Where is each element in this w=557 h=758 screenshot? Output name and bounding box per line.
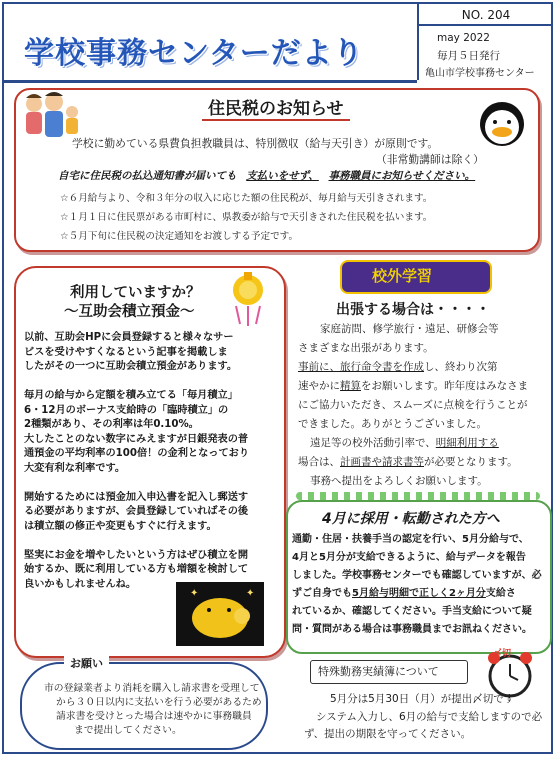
trip-line-1: 家庭訪問、修学旅行・遠足、研修会等	[320, 323, 499, 335]
duck-mascot-icon	[478, 100, 526, 148]
savings-line: 始するか、既に利用している方も増額を検討して	[24, 564, 249, 575]
hire-line-2: 4月と5月分が支給できるように、給与データを報告	[292, 552, 526, 563]
hire-line-6: 問・質問がある場合は事務職員までお訊ねください。	[292, 624, 532, 635]
money-bag-icon	[228, 268, 268, 328]
piggy-bank-icon	[176, 582, 264, 646]
duty-line-2: システム入力し、6月の給与で支給しますので必	[316, 711, 543, 723]
tax-line-3b: 支払いをせず、	[246, 170, 319, 182]
savings-heading-2: ～互助会積立預金～	[64, 304, 195, 320]
savings-line: る必要がありますが、会員登録していればその後	[24, 506, 249, 517]
tax-line-1: 学校に勤めている県費負担教職員は、特別徴収（給与天引き）が原則です。	[72, 137, 439, 150]
hire-line-4a: ずご自身でも	[292, 588, 352, 599]
trip-line-5: にご協力いただき、スムーズに点検を行うことが	[298, 399, 528, 411]
svg-text:✦: ✦	[246, 588, 255, 599]
tax-bullet-3: ☆５月下旬に住民税の決定通知をお渡しする予定です。	[60, 231, 299, 242]
notice-line-1: 市の登録業者より消耗を購入し請求書を受理して	[44, 683, 260, 694]
savings-line: 堅実にお金を増やしたいという方はぜひ積立を開	[24, 549, 249, 561]
trip-line-8c: が必要となります。	[424, 456, 518, 468]
field-trip-badge-label: 校外学習	[372, 267, 433, 285]
issue-date: may 2022	[437, 32, 490, 44]
duty-heading: 特殊勤務実績簿について	[318, 665, 439, 678]
trip-line-4a: 速やかに	[298, 380, 340, 392]
notice-line-3: 請求書を受けとった場合は速やかに事務職員	[56, 711, 252, 722]
trip-line-7	[310, 436, 499, 452]
trip-line-8	[298, 455, 518, 471]
trip-line-9: 事務へ提出をよろしくお願いします。	[310, 475, 488, 487]
clover-divider	[296, 492, 540, 500]
issue-frequency: 毎月５日発行	[437, 50, 500, 62]
trip-line-4	[298, 379, 528, 395]
trip-line-2: さまざまな出張があります。	[298, 342, 434, 354]
trip-line-6: できました。ありがとうございました。	[298, 418, 487, 430]
hire-heading: 4月に採用・転勤された方へ	[322, 511, 500, 527]
hire-line-1: 通勤・住居・扶養手当の認定を行い、5月分給与で、	[292, 534, 529, 545]
tax-line-3c: 事務職員にお知らせください。	[328, 170, 476, 182]
tax-line-3a: 自宅に住民税の払込通知書が届いても	[58, 170, 237, 182]
trip-line-8b: 計画書や請求書等	[340, 456, 424, 468]
savings-line: は積立額の修正や変更もすぐに行えます。	[24, 520, 217, 532]
issue-number: NO. 204	[419, 6, 553, 26]
hire-line-3: しました。学校事務センターでも確認していますが、必	[292, 570, 542, 581]
duty-line-1: 5月分は5月30日（月）が提出〆切です	[330, 693, 515, 705]
hire-line-4c: 支給さ	[485, 588, 516, 599]
savings-heading-1: 利用していますか？	[70, 285, 201, 301]
trip-line-3a: 事前に、旅行命令書を作成	[298, 361, 424, 373]
tax-bullet-1: ☆６月給与より、令和３年分の収入に応じた額の住民税が、毎月給与天引きされます。	[60, 193, 433, 204]
savings-line: 大したことのない数字にみえますが日銀発表の普	[24, 433, 249, 445]
savings-line: 通預金の平均利率の100倍！の金利となっており	[24, 448, 250, 459]
savings-line: 開始するためには預金加入申込書を記入し郵送す	[24, 491, 249, 503]
savings-line: 2種類があり、その利率は年0.10%。	[24, 419, 199, 430]
svg-text:✦: ✦	[190, 588, 199, 599]
hire-line-4	[292, 586, 516, 602]
issue-box	[417, 4, 555, 80]
notice-heading: お願い	[64, 655, 109, 671]
trip-line-3	[298, 360, 498, 376]
savings-line: 6・12月のボーナス支給時の「臨時積立」の	[24, 404, 229, 416]
deadline-label: 〆切	[493, 649, 512, 659]
tax-line-3	[58, 169, 475, 185]
hire-line-4b: 5月給与明細で正しく2ヶ月分	[352, 588, 486, 599]
tax-line-2: （非常勤講師は除く）	[376, 153, 484, 166]
notice-line-2: から３０日以内に支払いを行う必要があるため	[56, 697, 262, 708]
trip-line-3b: し、終わり次第	[424, 361, 498, 373]
savings-line: 良いかもしれませんね。	[24, 578, 137, 590]
savings-line: 大変有利な利率です。	[24, 462, 126, 474]
trip-line-7b: 明細利用する	[435, 437, 499, 449]
savings-line: 毎月の給与から定額を積み立てる「毎月積立」	[24, 390, 238, 401]
trip-line-4b: 精算	[340, 380, 361, 392]
trip-line-7a: 遠足等の校外活動引率で、	[310, 437, 436, 449]
trip-line-4c: をお願いします。昨年度はみなさま	[361, 380, 529, 392]
tax-heading: 住民税のお知らせ	[202, 94, 350, 121]
notice-line-4: まで提出してください。	[74, 725, 182, 736]
header-band	[4, 4, 417, 83]
duty-line-3: ず、提出の期限を守ってください。	[304, 728, 472, 740]
savings-line: 以前、互助会HPに会員登録すると様々なサー	[24, 332, 234, 343]
page-title: 学校事務センターだより	[24, 36, 364, 71]
savings-line: したがその一つに互助会積立預金があります。	[24, 361, 238, 372]
tax-bullet-2: ☆１月１日に住民票がある市町村に、県教委が給与で天引きされた住民税を払います。	[60, 212, 433, 223]
savings-line: ビスを受けやすくなるという記事を掲載しま	[24, 346, 228, 358]
hire-line-5: れているか、確認してください。手当支給について疑	[292, 606, 532, 617]
trip-heading: 出張する場合は・・・・	[336, 302, 490, 318]
trip-line-8a: 場合は、	[298, 456, 340, 468]
issue-publisher: 亀山市学校事務センター	[425, 68, 535, 79]
